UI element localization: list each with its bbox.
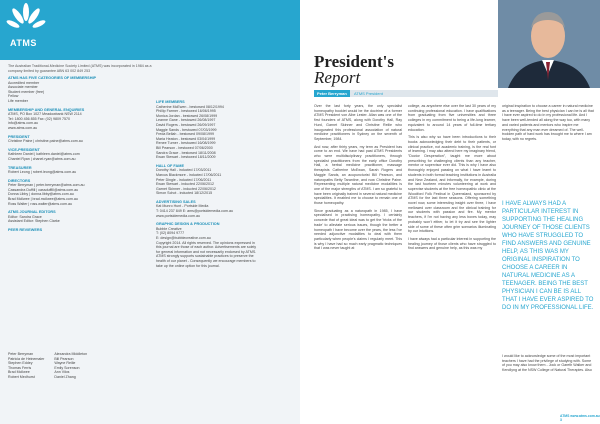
page-title	[314, 54, 394, 86]
section-line: Bubble Creative	[156, 226, 182, 231]
section-line: David Rogers - bestowed 26/09/1997	[156, 122, 216, 127]
section-heading: LIFE MEMBERS	[156, 100, 185, 104]
section-line: Kathleen Daniel | kathleen.daniel@atms.com	[8, 152, 80, 157]
section-line: Freda Bellah - bestowed 09/08/1999	[156, 132, 214, 137]
atms-leaf-logo-icon	[6, 2, 46, 40]
section-line: Maggie Sands - bestowed 07/03/1999	[156, 127, 217, 132]
masthead-left-column	[8, 76, 148, 233]
section-line: Christine Paine | christine.paine@atms.com.au	[8, 139, 83, 144]
section-line: ATMS strongly supports sustainable practices to preserve the	[156, 254, 254, 259]
section-heading: VICE-PRESIDENT	[8, 147, 40, 152]
intro-text: The Australian Traditional-Medicine Society Limited (ATMS) was incorporated in 1984 as a company limited by guarantee ABN 63 002 849 253	[8, 64, 152, 73]
author-role: ATMS President	[354, 91, 383, 96]
section-line: Monica Jordan - bestowed 26/08/1999	[156, 113, 218, 118]
portrait-image	[498, 0, 600, 88]
section-line: info@atms.com.au	[8, 121, 39, 126]
section-line: Sandra Grace - bestowed 18/11/2008	[156, 150, 216, 155]
section-line: Garnet Skinner - inducted 22/06/2012	[156, 186, 216, 191]
article-paragraph: And now, after thirty years, my term as President has come to an end. We have had past ATMS Presidents who were multidisciplinary practitioners, through specialist practitioners from the early office Dorothy Hall, a herbal medicine practitioner, massage therapists Catherine McEwan, Sarah Rogers and Maggie Sands, an acupuncturist Bill Pearson, and naturopaths Betty Tarantine, and now Christine Paine. Representing multiple natural medicine modalities is one of the major strengths of ATMS. I am so grateful to have been originally trained in several natural medicine specialities. It enabled me to choose to remain one of those homeopathy.	[314, 144, 402, 206]
title-line-2: Report	[314, 68, 361, 87]
section-line: Phillip Farmer - bestowed 16/06/1995	[156, 109, 216, 114]
section-line: T: (02) 8094 9777	[156, 231, 185, 236]
section-heading: DIRECTORS	[8, 178, 31, 183]
logo-text: ATMS	[10, 38, 37, 48]
section-line: Cassandra Duffill | cassduffill@atms.com.au	[8, 187, 79, 192]
section-line: Copyright 2014. All rights reserved. The opinions expressed in	[156, 240, 255, 245]
reviewer-name: Bill Pearson	[54, 356, 74, 361]
section-heading: MEMBERSHIP AND GENERAL ENQUIRIES	[8, 107, 85, 112]
section-line: Maria Heaton - bestowed 03/04/1999	[156, 136, 216, 141]
section-heading: TREASURER	[8, 165, 32, 170]
section-line: Ross Walter | ross.walter@atms.com.au	[8, 201, 72, 206]
section-line: this journal are those of each author. Advertisements are solely	[156, 245, 257, 250]
byline-bar	[314, 90, 498, 97]
section-line: Student member (free)	[8, 89, 45, 94]
article-column-3: original inspiration to choose a career in natural medicine as a teenager. Being the best physician I can be is all that I have ever aspired to do in my professional life. And I have been well-tended all along the way too, with many and varied patients and mentors who inspire me everything that any man ever dreamed of. The well-trodden path of hard work has brought me to where I am today, with no regrets.	[502, 104, 594, 141]
article-column-1	[314, 104, 402, 254]
section-line: Tel: 1800 456 855 Fax: (02) 9809 7570	[8, 116, 70, 121]
section-line: T: 0414 237 849 E: ams@portsidemedia.com.au	[156, 209, 233, 214]
article-paragraph: Since graduating as a naturopath in 1985, I have specialised in practising homeopathy. I certainly concede that of great ideal was to get the 'tricks of the trade' to alleviate serious issues, though the better a homeopath I have become over the years, the less I've needed adjunctive modalities to deal with them particularly when people's claims I regularly meet. This is why I have had so much early pragmatic techniques that I was never taught at	[314, 208, 402, 251]
section-heading: PEER REVIEWERS	[8, 228, 43, 233]
article-paragraph: I have always had a particular interest in supporting the healing journey of those clients who have struggled to find answers and genuine help, as this was my	[408, 236, 496, 251]
peer-reviewers-col-b	[54, 352, 87, 380]
section-heading: HALL OF FAME	[156, 163, 184, 168]
pull-quote: I HAVE ALWAYS HAD A PARTICULAR INTEREST IN SUPPORTING THE HEALING JOURNEY OF THOSE CLIENTS WHO HAVE STRUGGLED TO FIND ANSWERS AND GENUINE HELP, AS THIS WAS MY ORIGINAL INSPIRATION TO CHOOSE A CAREER IN NATURAL MEDICINE AS A TEENAGER. BEING THE BEST PHYSICIAN I CAN BE IS ALL THAT I HAVE EVER ASPIRED TO DO IN MY PROFESSIONAL LIFE.	[502, 201, 594, 311]
reviewer-name: Patricia de Heinemaler	[8, 356, 45, 361]
section-line: Life member	[8, 98, 28, 103]
section-line: Chantel Ryan | chanel.ryan@atms.com.au	[8, 156, 76, 161]
article-paragraph: This is also why so have been introductions to their books acknowledging their debt to their patients, or clinical practice, not academic training, is the real font of learning. I may also attend here my imaginary friend, "Doctor Desperation", taught me more about prescribing for challenging clients than any teacher, mentor or supervisor ever did. This is why I have also thoroughly enjoyed passing on what I have learnt to students in both formal teaching institutions in Australia and New Zealand, and informally, for example, during the last fourteen minutes volunteering at work and supervise students at the free homeopathic clinic at the Woodford Folk Festival in Queensland, sponsored by ATMS for the last three seasons. Offering something novel now, some interesting insight over three, I have mellowed over classroom and the clinical training for our students with passion and fire. My mentor teachers, if I'm not having any less boxes today, may probably won't either, to let it try and see the lighter side of some of these often grim scenarios illuminating by our intuitions.	[408, 135, 496, 234]
section-line: Assistant Editor: Stephen Clarke	[8, 219, 60, 224]
section-line: for general information and not necessarily endorsed by ATMS.	[156, 249, 257, 254]
section-line: Peter Dingle - inducted 17/06/2011	[156, 177, 212, 182]
logo-banner	[0, 0, 300, 60]
section-line: www.portsidemedia.com.au	[156, 213, 200, 218]
title-line-1: President's	[314, 52, 394, 71]
page-footer: ATMS www.atms.com.au 3	[560, 414, 600, 422]
author-name: Peter Berryman	[314, 90, 350, 97]
section-line: Bill Pearson - bestowed 07/06/2000	[156, 145, 213, 150]
section-line: Renee Turner - bestowed 16/08/1999	[156, 141, 216, 146]
reviewer-name: Daniel Zhang	[54, 374, 76, 379]
reviewer-name: Robert Medhurst	[8, 374, 35, 379]
section-line: Fellow	[8, 94, 19, 99]
section-line: Ewan Stewart - inducted 22/06/2012	[156, 182, 214, 187]
section-line: Editor: Sandra Grace	[8, 214, 42, 219]
section-line: health of our planet - Consequently we encourage members to	[156, 259, 256, 263]
section-line: Kat Munro Hunt - Portside Media	[156, 204, 209, 209]
reviewer-name: Peter Berryman	[8, 352, 34, 356]
section-line: Donna Libby | donna.libby@atms.com.au	[8, 192, 74, 197]
reviewer-name: Ann Vilos	[54, 370, 70, 375]
peer-reviewers-col-a	[8, 352, 44, 380]
section-line: ATMS, PO Box 1027 Meadowbank NSW 2114	[8, 112, 82, 117]
section-line: Leanne Gane - bestowed 26/08/1997	[156, 118, 216, 123]
peer-reviewers-list	[8, 352, 87, 380]
section-heading: ATMS HAS FIVE CATEGORIES OF MEMBERSHIP	[8, 76, 97, 80]
article-paragraph: Over the last forty years, the only specialist homeopathy booklet would be the doctrine of a former ATMS President von Albe Lester. Allan was one of the first founders of ATMS, along with Dorothy Hall, Ray Hurd, Garnet Skinner and Christine Reilie who inaugurated this professional association of natural medicine practitioners in Sydney on the seventh of September, 1984.	[314, 104, 402, 141]
article-paragraph: college, as anywhere else over the last 30 years of my continuing professional education. I have qualifications from graduating from five universities and three colleges in my commitment to being a life-long learner, equivalent to around 14 years of full-time tertiary education.	[408, 104, 496, 132]
article-column-2	[408, 104, 496, 254]
section-line: Catherine McEwen - bestowed 08/12/1994	[156, 104, 224, 109]
article-column-3-continued: I would like to acknowledge some of the most important teachers I have had the privilege of studying with. Some of you may also know them - Jock or Gareth Walker and Kendlyng at the NSW College of Natural Therapies. Also	[502, 354, 592, 373]
reviewer-name: Emily Sorenson	[54, 365, 80, 370]
section-line: E: design@bubblecreative.com.au	[156, 236, 211, 241]
section-line: Associate member	[8, 85, 38, 90]
reviewer-name: Thomas Ferris	[8, 365, 32, 370]
section-line: www.atms.com.au	[8, 125, 38, 130]
section-line: Ewan Stewart - bestowed 18/11/2009	[156, 155, 216, 160]
president-photo	[498, 0, 600, 88]
section-line: Accredited member	[8, 80, 40, 85]
section-line: Peter Berryman | peter.berryman@atms.com.au	[8, 183, 85, 188]
section-line: Simon Schot - inducted 18/12/2015	[156, 191, 213, 196]
reviewer-name: Wayne Reilie	[54, 361, 76, 366]
section-line: Robert Leong | robert.leong@atms.com.au	[8, 170, 77, 175]
reviewer-name: Brad McIlwee	[8, 370, 30, 375]
section-line: Marcus Blackmore - inducted 17/06/2011	[156, 172, 222, 177]
section-line: Dorothy Hall - inducted 17/03/2011	[156, 168, 212, 173]
section-heading: ADVERTISING SALES	[156, 199, 196, 204]
section-line: take up the online option for this journal.	[156, 263, 220, 268]
section-heading: PRESIDENT	[8, 134, 30, 139]
section-heading: ATMS JOURNAL EDITORS	[8, 210, 56, 215]
reviewer-name: Alexandra Middleton	[54, 352, 88, 356]
reviewer-name: Stephen Eddey	[8, 361, 33, 366]
masthead-right-column	[156, 100, 296, 268]
section-line: Brad Mcllwee | brad.mcilwee@atms.com.au	[8, 197, 78, 202]
section-heading: GRAPHIC DESIGN & PRODUCTION	[156, 222, 220, 227]
